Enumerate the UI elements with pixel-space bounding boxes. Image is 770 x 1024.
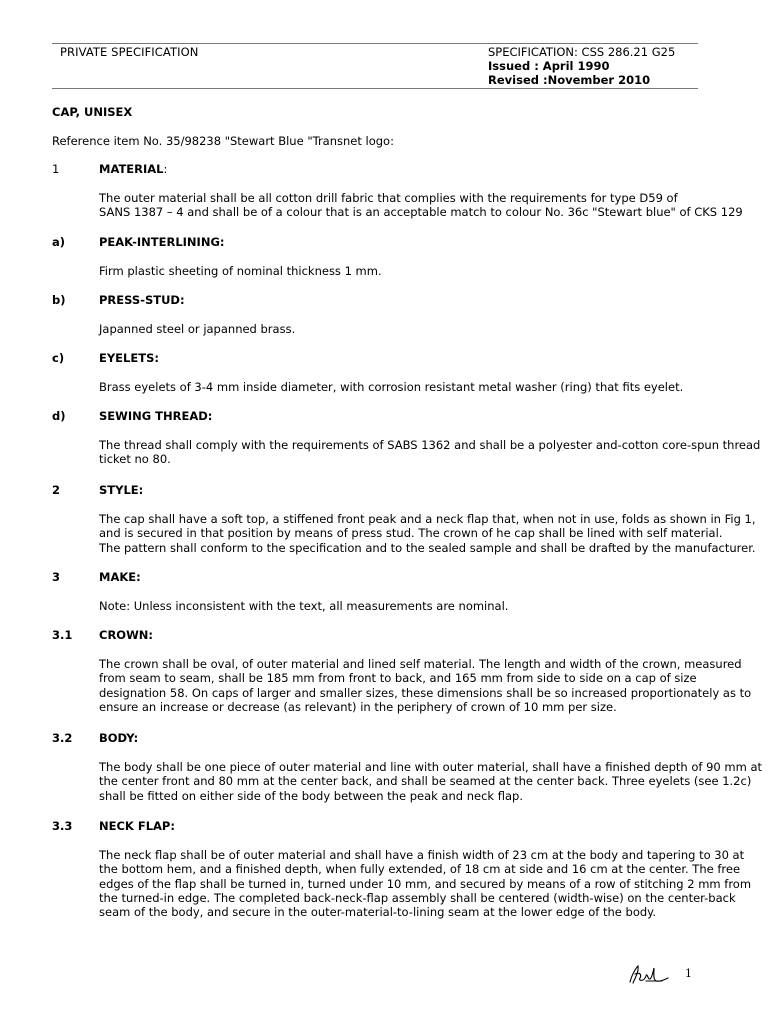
header-spec-block: [488, 45, 675, 87]
section-heading: [99, 570, 141, 584]
body-line: The thread shall comply with the requirements of SABS 1362 and shall be a polyester and-cotton core-spun thread: [99, 438, 761, 452]
body-line: Note: Unless inconsistent with the text, all measurements are nominal.: [99, 599, 509, 613]
document-title: CAP, UNISEX: [52, 105, 133, 119]
section-heading: [99, 162, 167, 176]
section-heading-text: PRESS-STUD:: [99, 293, 185, 307]
section-number: 3.1: [52, 628, 73, 642]
section-heading-text: PEAK-INTERLINING:: [99, 235, 225, 249]
section-number: d): [52, 409, 66, 423]
section-heading-text: NECK FLAP:: [99, 819, 175, 833]
section-body: [99, 760, 763, 803]
section-number: c): [52, 351, 65, 365]
section-heading-suffix: :: [163, 162, 168, 176]
body-line: the turned-in edge. The completed back-neck-flap assembly shall be centered (width-wise) on the center-back: [99, 890, 736, 905]
section-body: [99, 848, 759, 919]
body-line: ticket no 80.: [99, 452, 171, 467]
body-line: from seam to seam, shall be 185 mm from front to back, and 165 mm from side to side on a cap of size: [99, 671, 697, 686]
section-body: [99, 191, 759, 220]
section-number: 1: [52, 162, 60, 176]
body-line: seam of the body, and secure in the outer-material-to-lining seam at the lower edge of the body.: [99, 905, 656, 920]
section-heading: [99, 731, 138, 745]
issued-date: Issued : April 1990: [488, 59, 610, 73]
reference-line: Reference item No. 35/98238 "Stewart Blue "Transnet logo:: [52, 134, 394, 148]
section-heading: [99, 628, 153, 642]
page-number: 1: [685, 967, 692, 980]
section-body: [99, 322, 759, 336]
body-line: the bottom hem, and a finished depth, when fully extended, of 18 cm at side and 16 cm at the center. The free: [99, 862, 741, 877]
section-body: [99, 512, 759, 555]
body-line: shall be fitted on either side of the body between the peak and neck flap.: [99, 788, 523, 803]
section-heading-text: CROWN:: [99, 628, 153, 642]
body-line: The body shall be one piece of outer material and line with outer material, shall have a finished depth of 90 mm at: [99, 760, 763, 774]
header-bottom-rule: [52, 88, 698, 89]
body-line: designation 58. On caps of larger and smaller sizes, these dimensions shall be so increased proportionately as to: [99, 685, 752, 700]
section-heading-text: SEWING THREAD:: [99, 409, 213, 423]
body-line: Firm plastic sheeting of nominal thickness 1 mm.: [99, 264, 382, 278]
section-body: [99, 380, 759, 394]
body-line: SANS 1387 – 4 and shall be of a colour that is an acceptable match to colour No. 36c "Stewart blue" of CKS 129: [99, 205, 743, 220]
header-private-specification: PRIVATE SPECIFICATION: [60, 45, 199, 59]
header-top-rule: [52, 43, 698, 44]
spec-number: SPECIFICATION: CSS 286.21 G25: [488, 45, 676, 59]
body-line: Japanned steel or japanned brass.: [99, 322, 296, 336]
section-heading: [99, 235, 225, 249]
body-line: The neck flap shall be of outer material and shall have a finish width of 23 cm at the body and tapering to 30 at: [99, 848, 745, 862]
section-heading: [99, 483, 143, 497]
section-body: [99, 599, 759, 613]
body-line: Brass eyelets of 3-4 mm inside diameter, with corrosion resistant metal washer (ring) that fits eyelet.: [99, 380, 684, 394]
body-line: The cap shall have a soft top, a stiffened front peak and a neck flap that, when not in use, folds as shown in Fig 1,: [99, 512, 756, 526]
section-number: 3.3: [52, 819, 73, 833]
section-number: b): [52, 293, 66, 307]
section-body: [99, 438, 759, 467]
body-line: The outer material shall be all cotton drill fabric that complies with the requirements for type D59 of: [99, 191, 678, 205]
body-line: The pattern shall conform to the specification and to the sealed sample and shall be drafted by the manufacturer.: [99, 540, 756, 555]
section-number: 2: [52, 483, 61, 497]
section-number: a): [52, 235, 66, 249]
revised-date: Revised :November 2010: [488, 73, 651, 87]
section-body: [99, 264, 759, 278]
section-heading-text: MATERIAL: [99, 162, 164, 176]
section-heading-text: STYLE:: [99, 483, 144, 497]
section-heading-text: MAKE:: [99, 570, 141, 584]
section-heading: [99, 409, 212, 423]
body-line: the center front and 80 mm at the center back, and shall be seamed at the center back. Three eyelets (see 1.2c): [99, 774, 752, 789]
body-line: edges of the flap shall be turned in, turned under 10 mm, and secured by means of a row of stitching 2 mm from: [99, 876, 752, 891]
section-body: [99, 657, 759, 714]
section-number: 3.2: [52, 731, 73, 745]
section-heading: [99, 819, 175, 833]
body-line: ensure an increase or decrease (as relevant) in the periphery of crown of 10 mm per size.: [99, 699, 617, 714]
body-line: and is secured in that position by means of press stud. The crown of he cap shall be lined with self material.: [99, 526, 723, 541]
signature-mark: [626, 962, 670, 986]
section-heading-text: EYELETS:: [99, 351, 159, 365]
section-heading: [99, 351, 159, 365]
section-number: 3: [52, 570, 61, 584]
section-heading-text: BODY:: [99, 731, 139, 745]
section-heading: [99, 293, 185, 307]
body-line: The crown shall be oval, of outer material and lined self material. The length and width of the crown, measured: [99, 657, 742, 671]
